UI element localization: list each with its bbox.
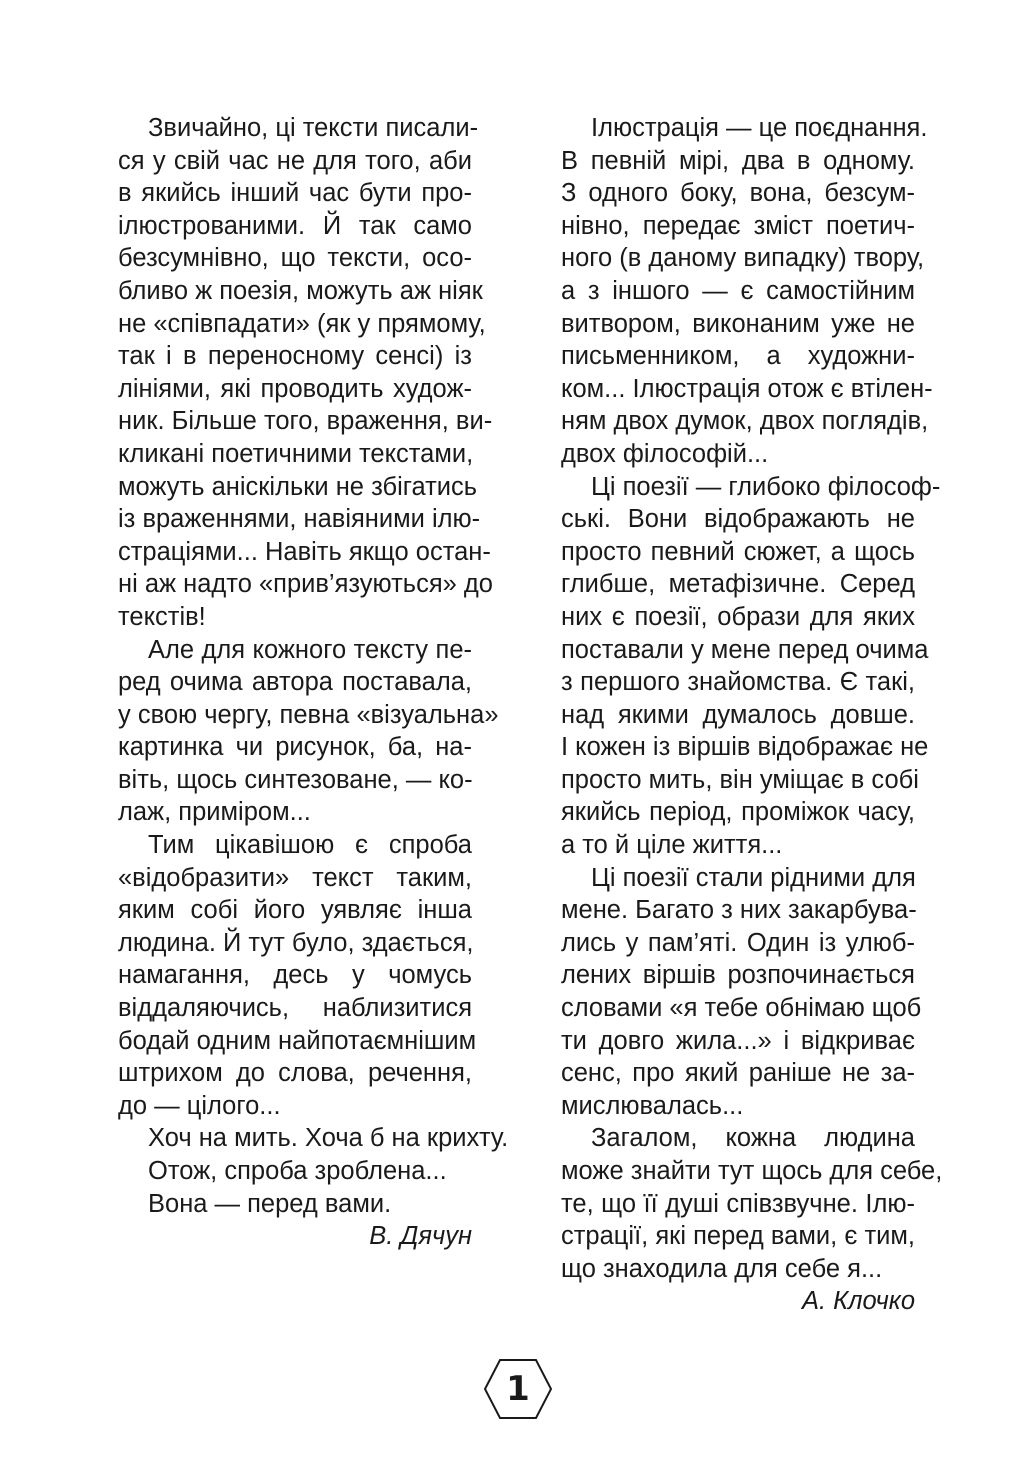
right-column-text-line: В певній мірі, два в одному. (561, 146, 915, 175)
page-number: 1 (506, 1369, 530, 1409)
left-column-text-line: віть, щось синтезоване, — ко- (118, 765, 473, 794)
left-column-text-line: лаж, приміром... (118, 798, 311, 827)
left-column-text-line: Вона — перед вами. (148, 1189, 392, 1218)
left-column-text-line: Отож, спроба зроблена... (148, 1157, 447, 1185)
left-column-text-line: так і в переносному сенсі) із (118, 342, 472, 371)
left-column-text-line: ілюстрованими. Й так само (118, 211, 472, 240)
right-column-text-line: Загалом, кожна людина (591, 1124, 915, 1153)
left-column-text-line: штрихом до слова, речення, (118, 1059, 472, 1088)
right-column-text-line: що знаходила для себе я... (561, 1254, 883, 1283)
left-column-text-line: Звичайно, ці тексти писали- (148, 114, 479, 142)
left-column-text-line: картинка чи рисунок, ба, на- (118, 733, 472, 762)
left-column-text-line: Але для кожного тексту пе- (148, 635, 472, 664)
right-column-text-line: з першого знайомства. Є такі, (561, 668, 915, 697)
right-column-text-line: ські. Вони відображають не (561, 505, 915, 534)
right-column-text-line: ти довго жила...» і відкриває (561, 1026, 915, 1055)
left-column-text-line: «відобразити» текст таким, (118, 863, 472, 892)
right-column-text-line: витвором, виконаним уже не (561, 309, 915, 338)
right-column-text-line: І кожен із віршів відображає не (561, 733, 929, 762)
left-column-text-line: у свою чергу, певна «візуальна» (118, 700, 499, 729)
right-column-text-line: письменником, а художни- (561, 342, 915, 371)
right-column (561, 112, 943, 1318)
left-column-text-line: страціями... Навіть якщо остан- (118, 537, 491, 566)
right-column-text-line: страції, які перед вами, є тим, (561, 1222, 915, 1251)
right-column-text-line: поставали у мене перед очима (561, 635, 929, 664)
left-column-text-line: Хоч на мить. Хоча б на крихту. (148, 1124, 509, 1153)
right-column-text-line: лись у пам’яті. Один із улюб- (561, 928, 915, 957)
right-column-text-line: Ці поезії — глибоко філософ- (591, 472, 941, 501)
left-column-text-line: із враженнями, навіяними ілю- (118, 505, 481, 534)
right-column-text-line: словами «я тебе обнімаю щоб (561, 994, 922, 1023)
right-column-text-line: може знайти тут щось для себе, (561, 1157, 943, 1185)
page-number-badge (483, 1358, 553, 1420)
right-column-text-line: якийсь період, проміжок часу, (561, 798, 915, 827)
left-column-text-line: ні аж надто «прив’язуються» до (118, 570, 493, 599)
right-column-text-line: ного (в даному випадку) твору, (561, 244, 925, 273)
right-column-text-line: мене. Багато з них закарбува- (561, 896, 917, 925)
left-column-text-line: намагання, десь у чомусь (118, 961, 472, 990)
right-column-text-line: глибше, метафізичне. Серед (561, 570, 915, 599)
left-column-text-line: в якийсь інший час бути про- (118, 179, 472, 208)
right-column-text-line: просто певний сюжет, а щось (561, 537, 915, 566)
right-column-text-line: просто мить, він уміщає в собі (561, 765, 919, 794)
right-column-text-line: сенс, про який раніше не за- (561, 1059, 915, 1088)
left-column-text-line: бливо ж поезія, можуть аж ніяк (118, 276, 483, 305)
left-column-text-line: до — цілого... (118, 1091, 281, 1120)
left-column-text-line: ред очима автора поставала, (118, 668, 472, 697)
left-column-text-line: можуть аніскільки не збігатись (118, 472, 478, 501)
left-column-text-line: яким собі його уявляє інша (118, 896, 472, 925)
right-column-text-line: мислювалась... (561, 1091, 744, 1120)
right-column-text-line: Ілюстрація — це поєднання. (591, 114, 928, 142)
left-column-text-line: ник. Більше того, враження, ви- (118, 407, 493, 436)
right-column-text-line: З одного боку, вона, безсум- (561, 179, 915, 208)
right-column-text-line: нівно, передає зміст поетич- (561, 211, 915, 240)
right-column-text-line: них є поезії, образи для яких (561, 602, 915, 631)
left-column-text-line: Тим цікавішою є спроба (148, 831, 472, 860)
right-column-text-line: лених віршів розпочинається (561, 961, 915, 990)
left-column (118, 112, 509, 1253)
left-column-text-line: лініями, які проводить худож- (118, 374, 472, 403)
right-column-text-line: двох філософій... (561, 439, 769, 468)
right-column-text-line: ком... Ілюстрація отож є втілен- (561, 374, 933, 403)
left-column-text-line: людина. Й тут було, здається, (118, 928, 474, 957)
right-column-text-line: те, що її душі співзвучне. Ілю- (561, 1189, 915, 1218)
right-column-text-line: а то й ціле життя... (561, 831, 783, 860)
left-column-signature: В. Дячун (369, 1222, 472, 1251)
left-column-text-line: не «співпадати» (як у прямому, (118, 309, 486, 338)
left-column-text-line: ся у свій час не для того, аби (118, 146, 472, 175)
left-column-text-line: безсумнівно, що тексти, осо- (118, 244, 472, 273)
left-column-text-line: текстів! (118, 602, 206, 631)
right-column-text-line: над якими думалось довше. (561, 700, 915, 729)
right-column-text-line: ням двох думок, двох поглядів, (561, 407, 929, 436)
left-column-text-line: кликані поетичними текстами, (118, 439, 474, 468)
left-column-text-line: бодай одним найпотаємнішим (118, 1026, 477, 1055)
left-column-text-line: віддаляючись, наблизитися (118, 994, 472, 1023)
right-column-signature: А. Клочко (801, 1287, 915, 1316)
right-column-text-line: а з іншого — є самостійним (561, 276, 915, 305)
right-column-text-line: Ці поезії стали рідними для (591, 863, 916, 892)
